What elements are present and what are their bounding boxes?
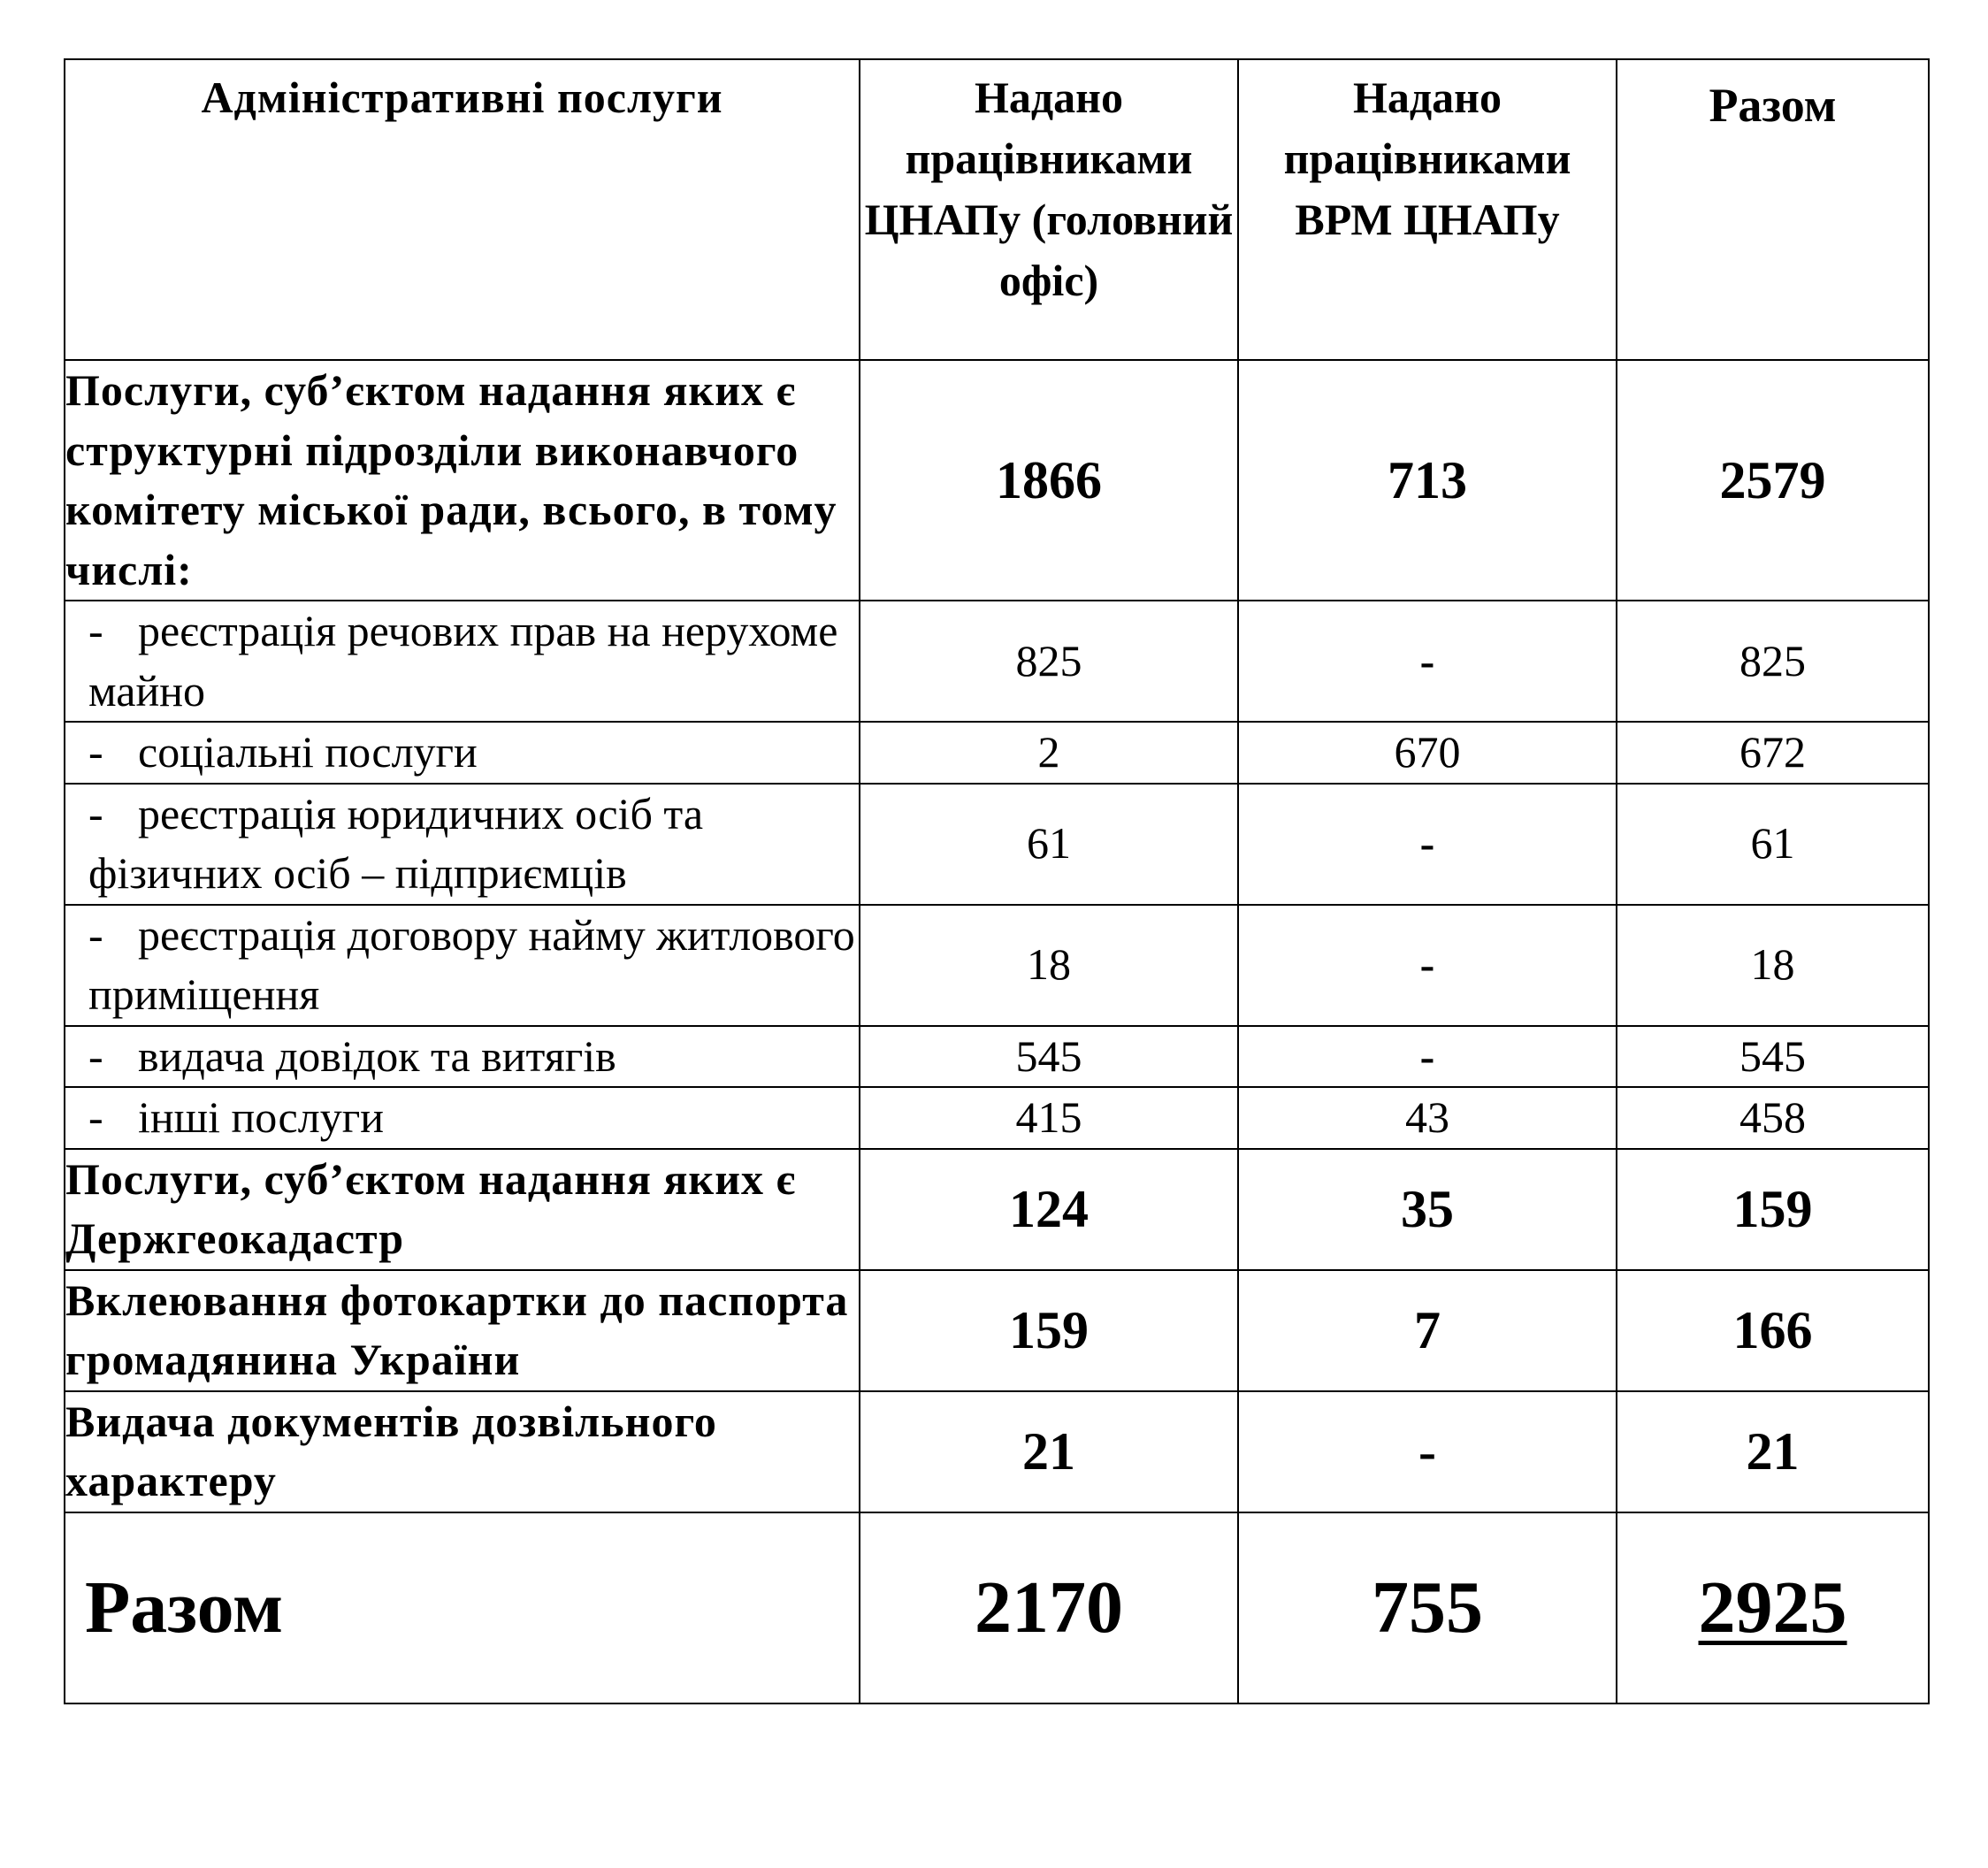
cell-remote: 7	[1238, 1270, 1617, 1391]
cell-main-office: 18	[860, 905, 1238, 1026]
cell-main-office: 1866	[860, 360, 1238, 601]
table-row	[65, 905, 1929, 1026]
cell-remote: 670	[1238, 722, 1617, 784]
table-row	[65, 1087, 1929, 1149]
header-main-office: Надано працівниками ЦНАПу (головний офіс)	[860, 59, 1238, 360]
cell-remote: -	[1238, 1391, 1617, 1512]
total-label: Разом	[65, 1512, 860, 1703]
total-main-office: 2170	[860, 1512, 1238, 1703]
services-table	[64, 58, 1930, 1704]
cell-total: 166	[1617, 1270, 1929, 1391]
row-dash: -	[88, 1092, 103, 1142]
cell-main-office: 124	[860, 1149, 1238, 1270]
cell-main-office: 545	[860, 1026, 1238, 1088]
table-row	[65, 1270, 1929, 1391]
cell-total: 2579	[1617, 360, 1929, 601]
table-row	[65, 1149, 1929, 1270]
row-label: Видача документів дозвільного характеру	[65, 1391, 860, 1512]
row-dash: -	[88, 727, 103, 777]
row-label	[65, 905, 860, 1026]
cell-total: 18	[1617, 905, 1929, 1026]
header-remote-workplaces: Надано працівниками ВРМ ЦНАПу	[1238, 59, 1617, 360]
row-label	[65, 784, 860, 905]
header-row	[65, 59, 1929, 360]
row-label: Вклеювання фотокартки до паспорта громадянина України	[65, 1270, 860, 1391]
cell-main-office: 415	[860, 1087, 1238, 1149]
cell-total: 159	[1617, 1149, 1929, 1270]
cell-main-office: 21	[860, 1391, 1238, 1512]
total-remote: 755	[1238, 1512, 1617, 1703]
header-total: Разом	[1617, 59, 1929, 360]
row-label-text: інші послуги	[138, 1092, 384, 1142]
cell-remote: -	[1238, 601, 1617, 722]
table-row	[65, 360, 1929, 601]
row-dash: -	[88, 788, 103, 838]
grand-total-cell	[1617, 1512, 1929, 1703]
row-label	[65, 1087, 860, 1149]
table-row	[65, 601, 1929, 722]
row-label-text: реєстрація речових прав на нерухоме майно	[88, 606, 838, 716]
row-label-text: реєстрація договору найму житлового приміщення	[88, 909, 855, 1019]
row-dash: -	[88, 909, 103, 960]
row-label	[65, 722, 860, 784]
total-row	[65, 1512, 1929, 1703]
cell-main-office: 159	[860, 1270, 1238, 1391]
row-label: Послуги, суб’єктом надання яких є Держгеокадастр	[65, 1149, 860, 1270]
cell-main-office: 2	[860, 722, 1238, 784]
cell-main-office: 825	[860, 601, 1238, 722]
cell-remote: 713	[1238, 360, 1617, 601]
cell-total: 458	[1617, 1087, 1929, 1149]
cell-total: 825	[1617, 601, 1929, 722]
row-label: Послуги, суб’єктом надання яких є структурні підрозділи виконавчого комітету міської ради, всього, в тому числі:	[65, 360, 860, 601]
cell-remote: -	[1238, 784, 1617, 905]
table-row	[65, 722, 1929, 784]
cell-remote: 35	[1238, 1149, 1617, 1270]
cell-main-office: 61	[860, 784, 1238, 905]
cell-total: 545	[1617, 1026, 1929, 1088]
table-row	[65, 1391, 1929, 1512]
row-label-text: соціальні послуги	[138, 727, 478, 777]
row-label	[65, 601, 860, 722]
cell-total: 61	[1617, 784, 1929, 905]
row-label	[65, 1026, 860, 1088]
row-dash: -	[88, 1030, 103, 1081]
table-row	[65, 784, 1929, 905]
table-row	[65, 1026, 1929, 1088]
row-dash: -	[88, 606, 103, 655]
cell-total: 672	[1617, 722, 1929, 784]
cell-remote: -	[1238, 1026, 1617, 1088]
cell-total: 21	[1617, 1391, 1929, 1512]
cell-remote: -	[1238, 905, 1617, 1026]
grand-total-value: 2925	[1698, 1566, 1847, 1649]
header-services: Адміністративні послуги	[65, 59, 860, 360]
cell-remote: 43	[1238, 1087, 1617, 1149]
row-label-text: реєстрація юридичних осіб та фізичних осіб – підприємців	[88, 788, 704, 898]
row-label-text: видача довідок та витягів	[138, 1030, 616, 1081]
